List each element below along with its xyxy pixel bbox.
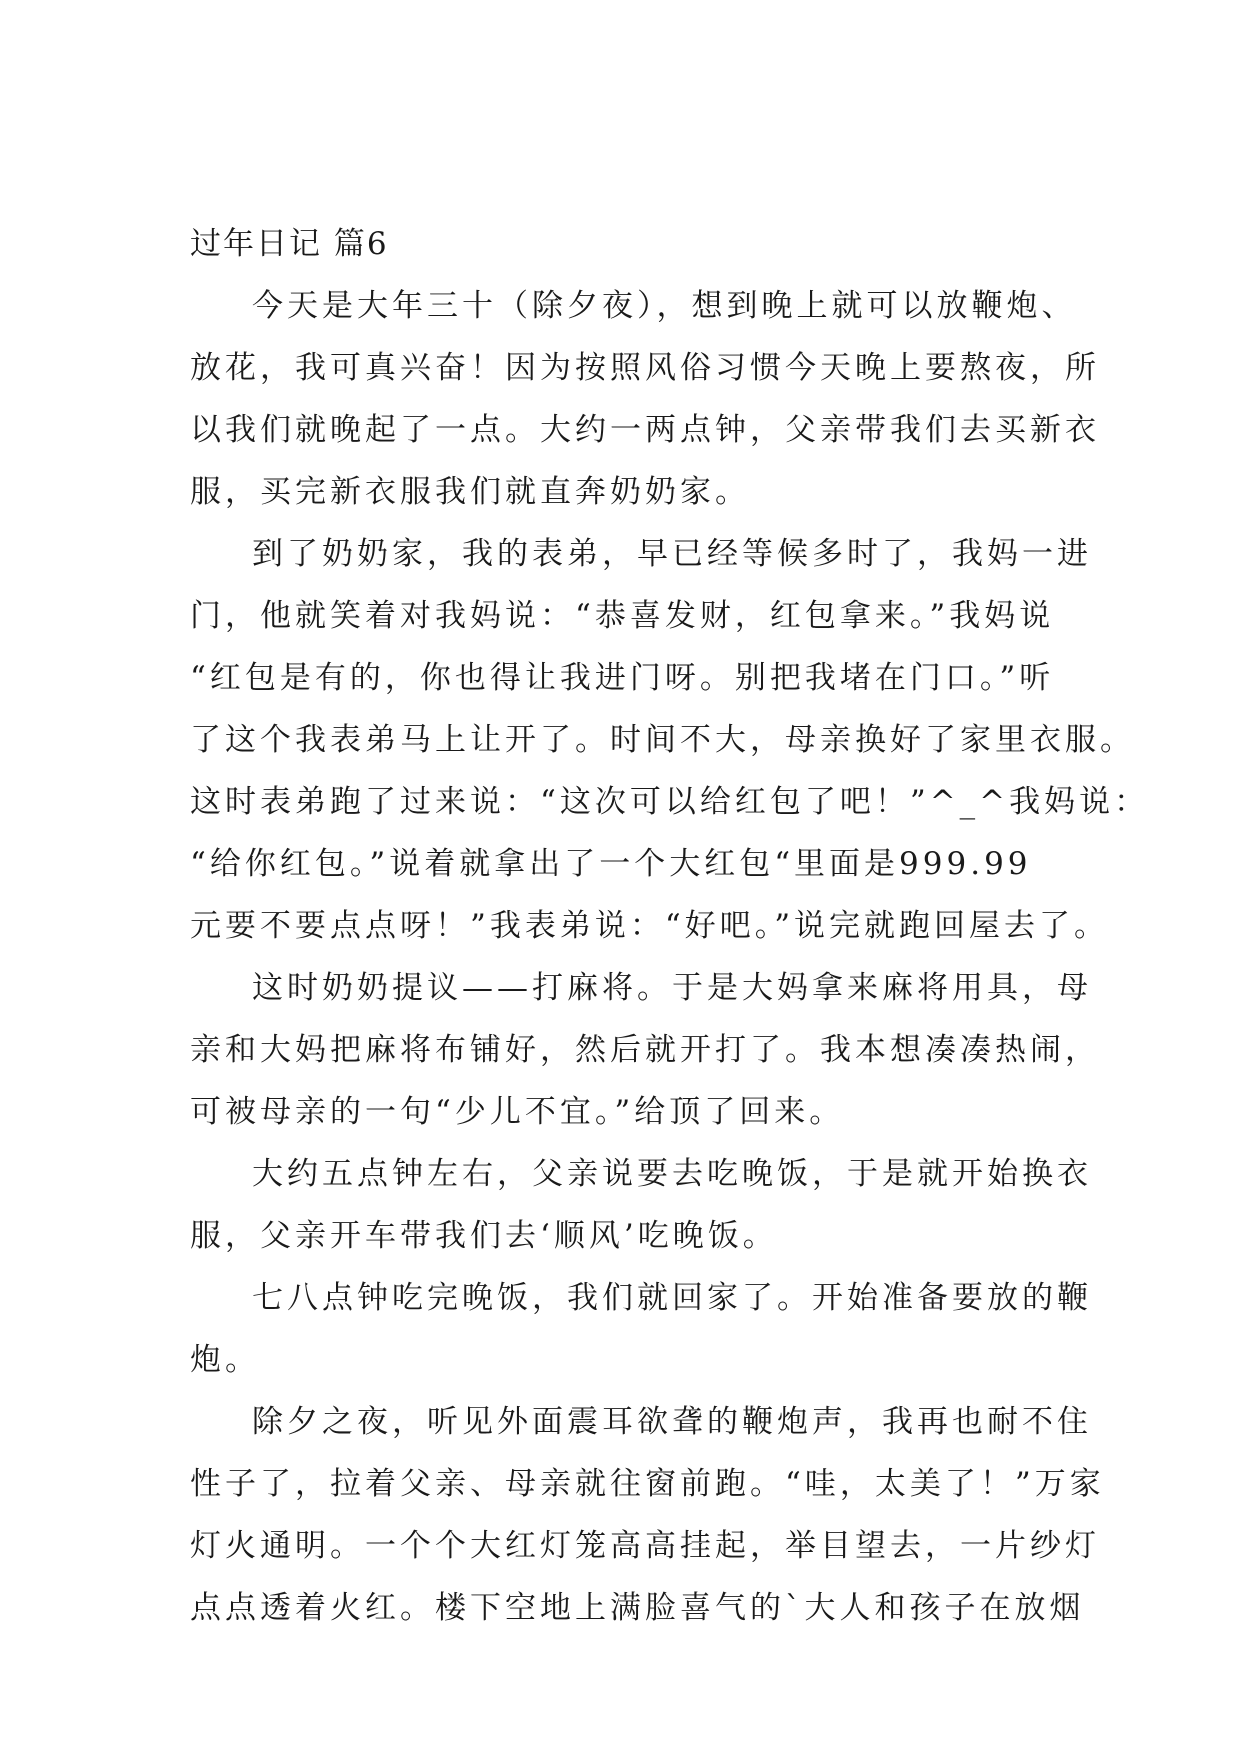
text-line: 大约五点钟左右，父亲说要去吃晚饭，于是就开始换衣 [252,1156,1092,1192]
document-title: 过年日记 篇6 [190,226,389,262]
text-line: 服，父亲开车带我们去‘顺风’吃晚饭。 [190,1218,778,1254]
text-line: 可被母亲的一句“少儿不宜。”给顶了回来。 [190,1094,845,1130]
text-line: 放花，我可真兴奋！因为按照风俗习惯今天晚上要熬夜，所 [190,350,1100,386]
text-line: 以我们就晚起了一点。大约一两点钟，父亲带我们去买新衣 [190,412,1100,448]
text-line: 灯火通明。一个个大红灯笼高高挂起，举目望去，一片纱灯 [190,1528,1100,1564]
text-line: 点点透着火红。楼下空地上满脸喜气的`大人和孩子在放烟 [190,1590,1085,1626]
text-line: 这时表弟跑了过来说：“这次可以给红包了吧！”^_^我妈说： [190,784,1150,820]
text-line: 七八点钟吃完晚饭，我们就回家了。开始准备要放的鞭 [252,1280,1092,1316]
text-line: 了这个我表弟马上让开了。时间不大，母亲换好了家里衣服。 [190,722,1135,758]
text-line: “红包是有的，你也得让我进门呀。别把我堵在门口。”听 [190,660,1055,696]
text-line: “给你红包。”说着就拿出了一个大红包“里面是999.99 [190,846,1032,882]
text-line: 元要不要点点呀！”我表弟说：“好吧。”说完就跑回屋去了。 [190,908,1110,944]
text-line: 服，买完新衣服我们就直奔奶奶家。 [190,474,750,510]
text-line: 到了奶奶家，我的表弟，早已经等候多时了，我妈一进 [252,536,1092,572]
text-line: 今天是大年三十（除夕夜），想到晚上就可以放鞭炮、 [252,288,1077,324]
text-line: 门，他就笑着对我妈说：“恭喜发财，红包拿来。”我妈说 [190,598,1055,634]
text-line: 除夕之夜，听见外面震耳欲聋的鞭炮声，我再也耐不住 [252,1404,1092,1440]
text-line: 亲和大妈把麻将布铺好，然后就开打了。我本想凑凑热闹， [190,1032,1100,1068]
text-line: 这时奶奶提议——打麻将。于是大妈拿来麻将用具，母 [252,970,1092,1006]
text-line: 性子了，拉着父亲、母亲就往窗前跑。“哇，太美了！”万家 [190,1466,1105,1502]
text-line: 炮。 [190,1342,260,1378]
